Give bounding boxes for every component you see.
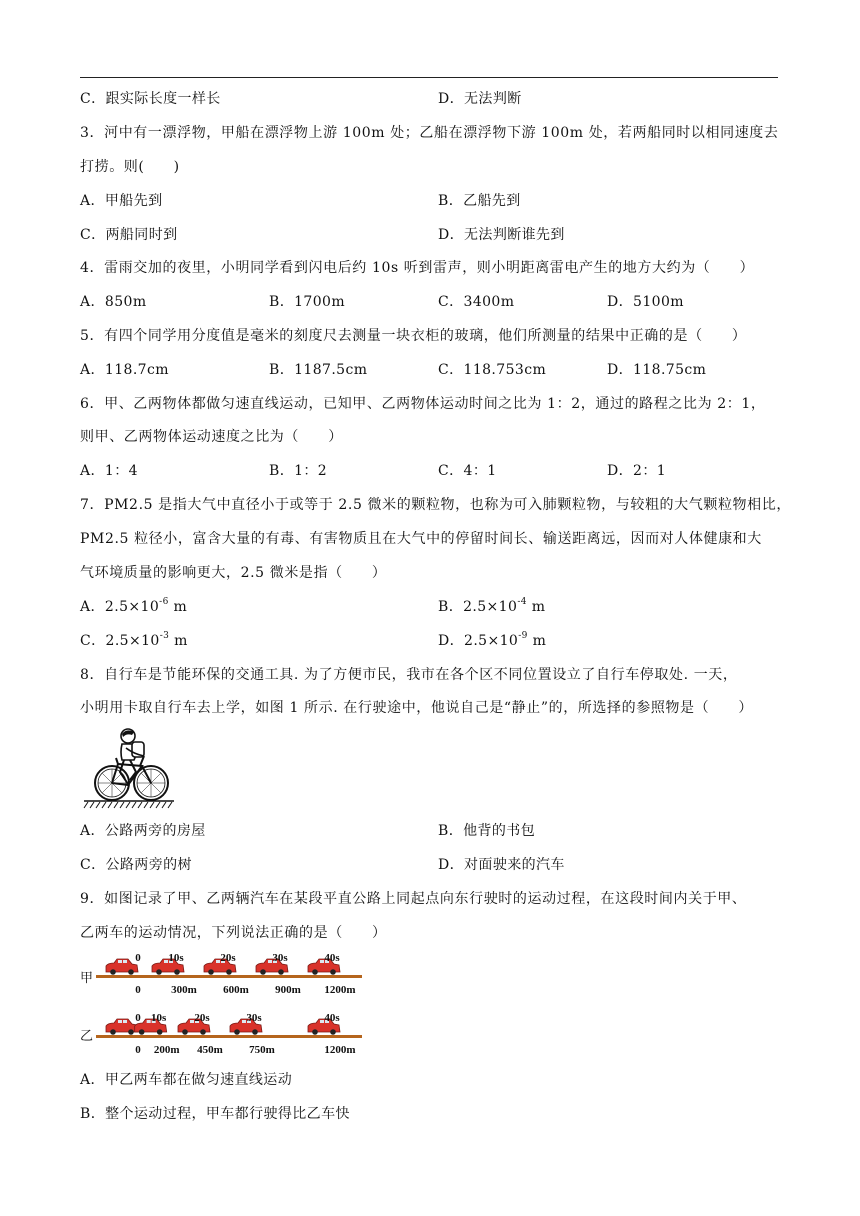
yi-road [96, 1035, 362, 1038]
q5-option-b: B．1187.5cm [269, 362, 368, 378]
jia-distance-label-1: 300m [171, 984, 197, 996]
jia-time-label-0: 0 [135, 952, 141, 964]
q2-option-d: D．无法判断 [438, 91, 522, 107]
jia-distance-label-0: 0 [135, 984, 141, 996]
jia-distance-label-2: 600m [223, 984, 249, 996]
q5-option-d: D．118.75cm [607, 362, 707, 378]
q6-option-d: D．2：1 [607, 463, 667, 479]
q7-text-line-1: 7．PM2.5 是指大气中直径小于或等于 2.5 微米的颗粒物，也称为可入肺颗粒物，与较粗的大气颗粒物相比， [80, 497, 791, 513]
yi-label: 乙 [80, 1028, 94, 1043]
yi-distance-label-2: 450m [197, 1044, 223, 1056]
q5-text-line-1: 5．有四个同学用分度值是毫米的刻度尺去测量一块衣柜的玻璃，他们所测量的结果中正确的是（ ） [80, 328, 747, 344]
q4-text-line-1: 4．雷雨交加的夜里，小明同学看到闪电后约 10s 听到雷声，则小明距离雷电产生的地方大约为（ ） [80, 260, 755, 276]
q4-option-c: C．3400m [438, 294, 515, 310]
q7-option-b: B．$2.5\times 10^{-4}$ m [438, 597, 546, 615]
jia-distance-label-3: 900m [275, 984, 301, 996]
yi-time-label-2: 20s [194, 1012, 210, 1024]
q7-option-d: D．$2.5\times 10^{-9}$ m [438, 631, 547, 649]
q8-text-line-1: 8．自行车是节能环保的交通工具. 为了方便市民，我市在各个区不同位置设立了自行车停取处. 一天， [80, 667, 738, 683]
q9-text-line-1: 9．如图记录了甲、乙两辆汽车在某段平直公路上同起点向东行驶时的运动过程，在这段时间内关于甲、 [80, 891, 747, 907]
q8-option-d: D．对面驶来的汽车 [438, 857, 565, 873]
q6-text-line-2: 则甲、乙两物体运动速度之比为（ ） [80, 429, 343, 445]
q6-text-line-1: 6．甲、乙两物体都做匀速直线运动，已知甲、乙两物体运动时间之比为 1：2，通过的路程之比为 2：1， [80, 396, 766, 412]
q9-text-line-2: 乙两车的运动情况，下列说法正确的是（ ） [80, 925, 387, 941]
q7-text-line-2: PM2.5 粒径小，富含大量的有毒、有害物质且在大气中的停留时间长、输送距离远，因而对人体健康和大 [80, 531, 762, 547]
q4-option-d: D．5100m [607, 294, 684, 310]
yi-distance-label-0: 0 [135, 1044, 141, 1056]
q2-option-c: C．跟实际长度一样长 [80, 91, 221, 107]
q6-option-a: A．1：4 [80, 463, 138, 479]
jia-time-label-3: 30s [272, 952, 288, 964]
jia-time-label-2: 20s [220, 952, 236, 964]
q7-option-a: A．$2.5\times 10^{-6}$ m [80, 597, 188, 615]
yi-distance-label-3: 750m [249, 1044, 275, 1056]
q9-option-b: B．整个运动过程，甲车都行驶得比乙车快 [80, 1106, 350, 1122]
q3-option-a: A．甲船先到 [80, 193, 163, 209]
q4-option-a: A．850m [80, 294, 147, 310]
q7-option-c: C．$2.5\times 10^{-3}$ m [80, 631, 188, 649]
q3-option-c: C．两船同时到 [80, 227, 178, 243]
cyclist-figure [82, 728, 178, 814]
q8-option-a: A．公路两旁的房屋 [80, 823, 206, 839]
q8-option-b: B．他背的书包 [438, 823, 536, 839]
jia-road [96, 975, 362, 978]
jia-car-0 [106, 959, 138, 975]
jia-label: 甲 [80, 970, 94, 985]
q8-option-c: C．公路两旁的树 [80, 857, 192, 873]
q5-option-c: C．118.753cm [438, 362, 547, 378]
q6-option-b: B．1：2 [269, 463, 328, 479]
q5-option-a: A．118.7cm [80, 362, 169, 378]
header-rule [80, 77, 778, 78]
yi-car-0 [106, 1019, 138, 1035]
q7-text-line-3: 气环境质量的影响更大，2.5 微米是指（ ） [80, 565, 387, 581]
q3-option-b: B．乙船先到 [438, 193, 521, 209]
q6-option-c: C．4：1 [438, 463, 497, 479]
q8-text-line-2: 小明用卡取自行车去上学，如图 1 所示. 在行驶途中，他说自己是“静止”的，所选择的参照物是（ ） [80, 700, 754, 716]
jia-distance-label-4: 1200m [324, 984, 356, 996]
q9-option-a: A．甲乙两车都在做匀速直线运动 [80, 1072, 293, 1088]
yi-distance-label-1: 200m [153, 1044, 180, 1056]
yi-time-label-3: 30s [246, 1012, 262, 1024]
car-motion-figure [78, 950, 378, 1064]
q3-text-line-2: 打捞。则( ) [80, 159, 180, 175]
q4-option-b: B．1700m [269, 294, 345, 310]
jia-time-label-1: 10s [168, 952, 184, 964]
yi-time-label-0: 0 [135, 1012, 141, 1024]
yi-distance-label-4: 1200m [324, 1044, 356, 1056]
q3-option-d: D．无法判断谁先到 [438, 227, 565, 243]
jia-time-label-4: 40s [324, 952, 340, 964]
q3-text-line-1: 3．河中有一漂浮物，甲船在漂浮物上游 100m 处；乙船在漂浮物下游 100m 处，若两船同时以相同速度去 [80, 125, 779, 141]
yi-time-label-4: 40s [324, 1012, 340, 1024]
yi-time-label-1: 10s [151, 1012, 167, 1024]
